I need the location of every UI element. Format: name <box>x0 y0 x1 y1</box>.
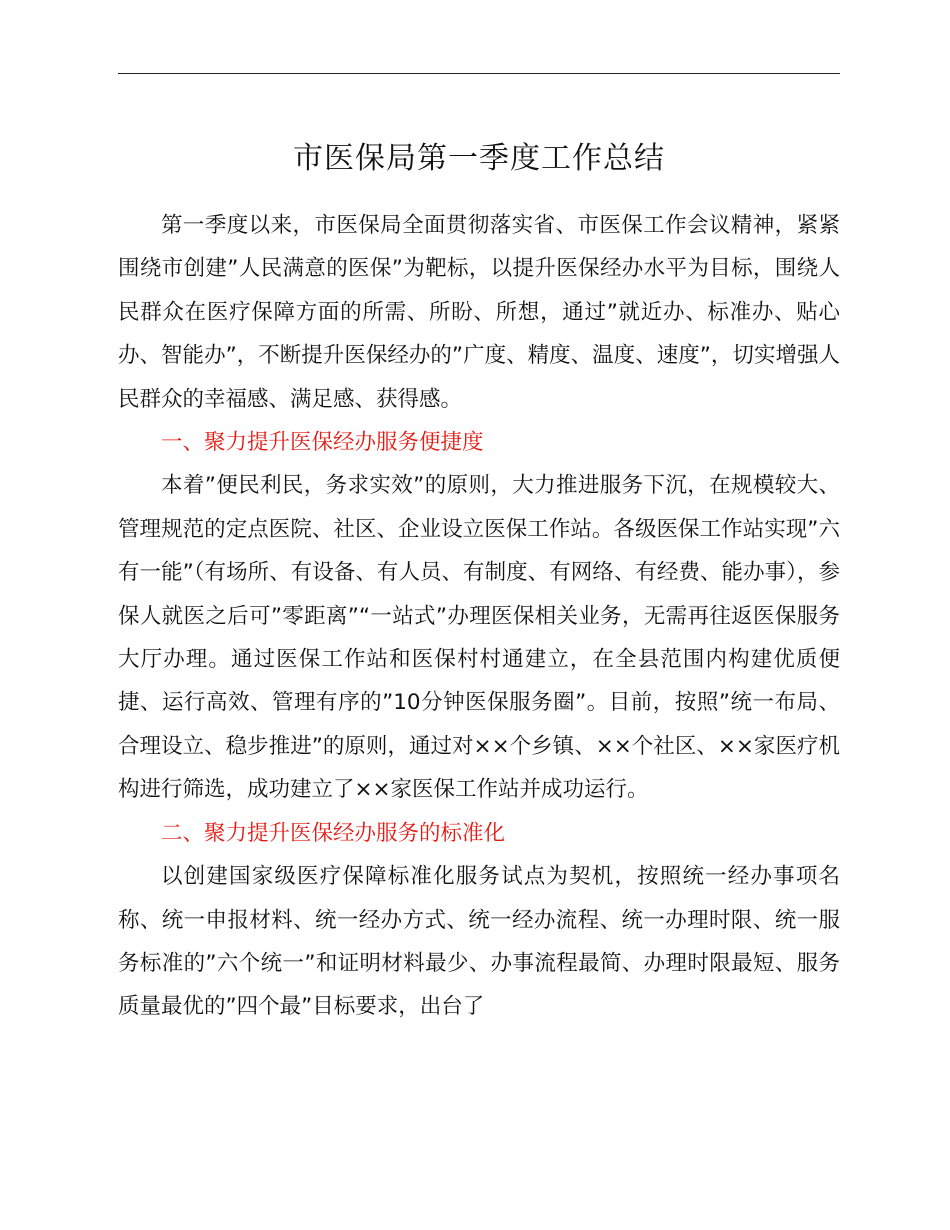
document-body <box>118 204 840 1029</box>
section-1-paragraph: 本着”便民利民，务求实效”的原则，大力推进服务下沉，在规模较大、管理规范的定点医院、社区、企业设立医保工作站。各级医保工作站实现”六有一能”（有场所、有设备、有人员、有制度、有网络、有经费、能办事），参保人就医之后可”零距离”“一站式”办理医保相关业务，无需再往返医保服务大厅办理。通过医保工作站和医保村村通建立，在全县范围内构建优质便捷、运行高效、管理有序的”10分钟医保服务圈”。目前，按照”统一布局、合理设立、稳步推进”的原则，通过对××个乡镇、××个社区、××家医疗机构进行筛选，成功建立了××家医保工作站并成功运行。 <box>118 473 840 803</box>
header-rule <box>118 73 840 74</box>
section-heading-2: 二、聚力提升医保经办服务的标准化 <box>161 820 506 846</box>
intro-paragraph: 第一季度以来，市医保局全面贯彻落实省、市医保工作会议精神，紧紧围绕市创建”人民满意的医保”为靶标，以提升医保经办水平为目标，围绕人民群众在医疗保障方面的所需、所盼、所想，通过”就近办、标准办、贴心办、智能办”，不断提升医保经办的”广度、精度、温度、速度”，切实增强人民群众的幸福感、满足感、获得感。 <box>118 213 840 412</box>
section-heading-1: 一、聚力提升医保经办服务便捷度 <box>161 430 484 456</box>
section-2-paragraph: 以创建国家级医疗保障标准化服务试点为契机，按照统一经办事项名称、统一申报材料、统一经办方式、统一经办流程、统一办理时限、统一服务标准的”六个统一”和证明材料最少、办事流程最简、办理时限最短、服务质量最优的”四个最”目标要求，出台了 <box>118 864 840 1020</box>
page-title: 市医保局第一季度工作总结 <box>293 141 665 176</box>
